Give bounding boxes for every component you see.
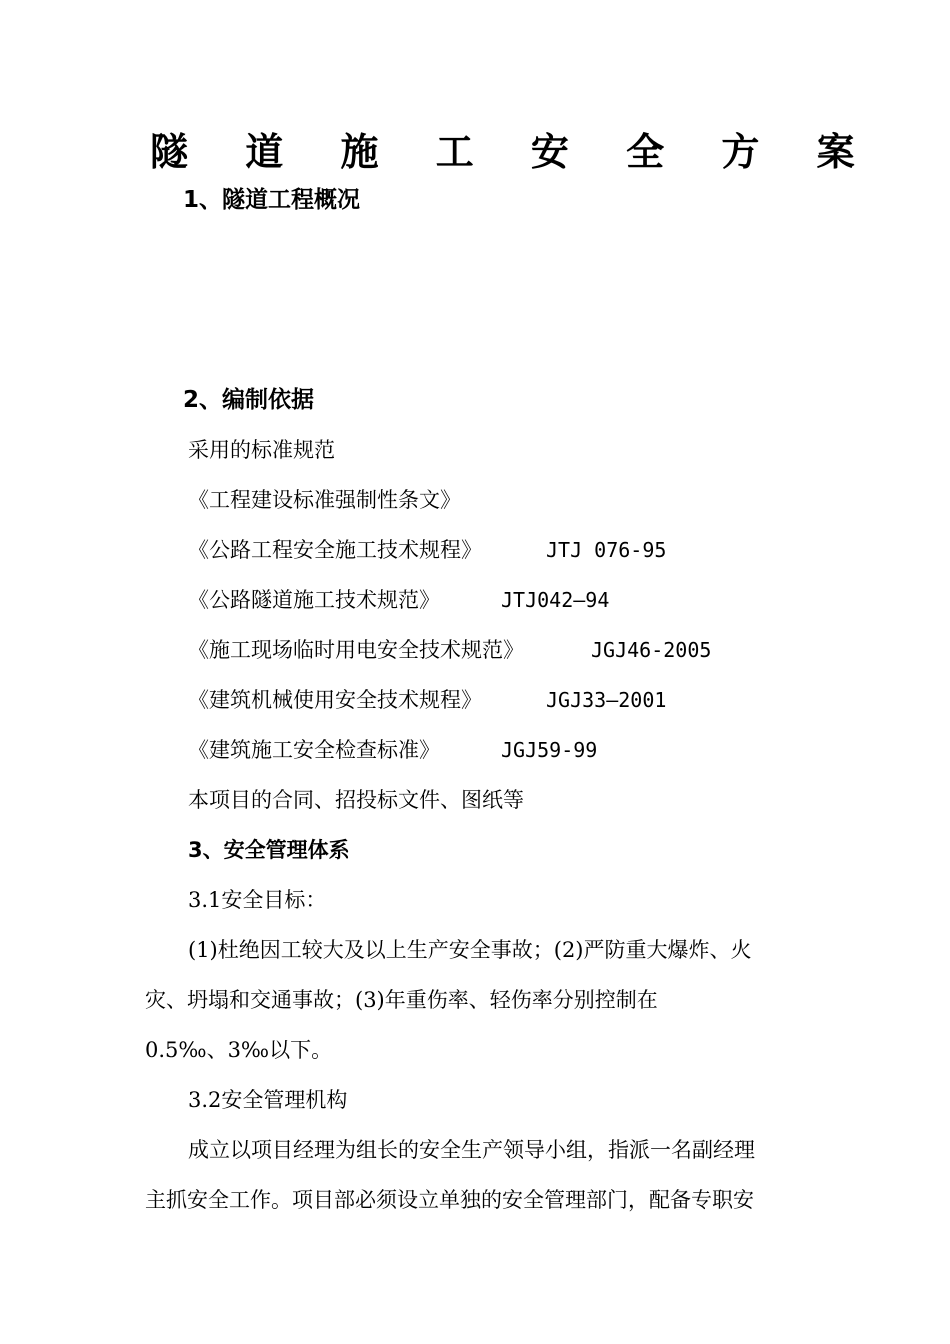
- standard-item: [188, 485, 461, 515]
- document-title: 隧 道 施 工 安 全 方 案: [150, 130, 877, 174]
- standard-name: 《建筑机械使用安全技术规程》: [188, 688, 482, 712]
- standard-name: 《公路工程安全施工技术规程》: [188, 538, 482, 562]
- safety-goal-line: 灾、坍塌和交通事故；(3)年重伤率、轻伤率分别控制在: [145, 988, 658, 1012]
- section-1-heading: 1、隧道工程概况: [183, 187, 361, 213]
- subsection-3-1-title: 3.1安全目标：: [188, 888, 327, 912]
- subsection-3-2-title: 3.2安全管理机构: [188, 1088, 348, 1112]
- standard-item: [188, 685, 667, 715]
- standard-code: JGJ33—2001: [546, 688, 667, 712]
- section-2-heading: 2、编制依据: [183, 387, 315, 413]
- standard-item: [188, 635, 712, 665]
- standard-code: JGJ46-2005: [591, 638, 712, 662]
- standard-item: [188, 735, 598, 765]
- standard-item: [188, 535, 667, 565]
- standard-name: 《工程建设标准强制性条文》: [188, 488, 461, 512]
- safety-goal-line: 0.5‰、3‰以下。: [145, 1038, 333, 1062]
- standards-intro: 采用的标准规范: [188, 438, 335, 462]
- safety-goal-line: (1)杜绝因工较大及以上生产安全事故；(2)严防重大爆炸、火: [188, 938, 752, 962]
- standard-name: 《建筑施工安全检查标准》: [188, 738, 440, 762]
- standard-name: 《施工现场临时用电安全技术规范》: [188, 638, 524, 662]
- standard-name: 《公路隧道施工技术规范》: [188, 588, 440, 612]
- standard-code: JGJ59-99: [501, 738, 598, 762]
- standard-code: JTJ 076-95: [546, 538, 667, 562]
- section-3-heading: 3、安全管理体系: [188, 838, 350, 862]
- standard-code: JTJ042—94: [501, 588, 610, 612]
- organization-paragraph-line: 成立以项目经理为组长的安全生产领导小组，指派一名副经理: [188, 1138, 755, 1162]
- project-documents-line: 本项目的合同、招投标文件、图纸等: [188, 788, 524, 812]
- organization-paragraph-line: 主抓安全工作。项目部必须设立单独的安全管理部门，配备专职安: [145, 1188, 754, 1212]
- standard-item: [188, 585, 610, 615]
